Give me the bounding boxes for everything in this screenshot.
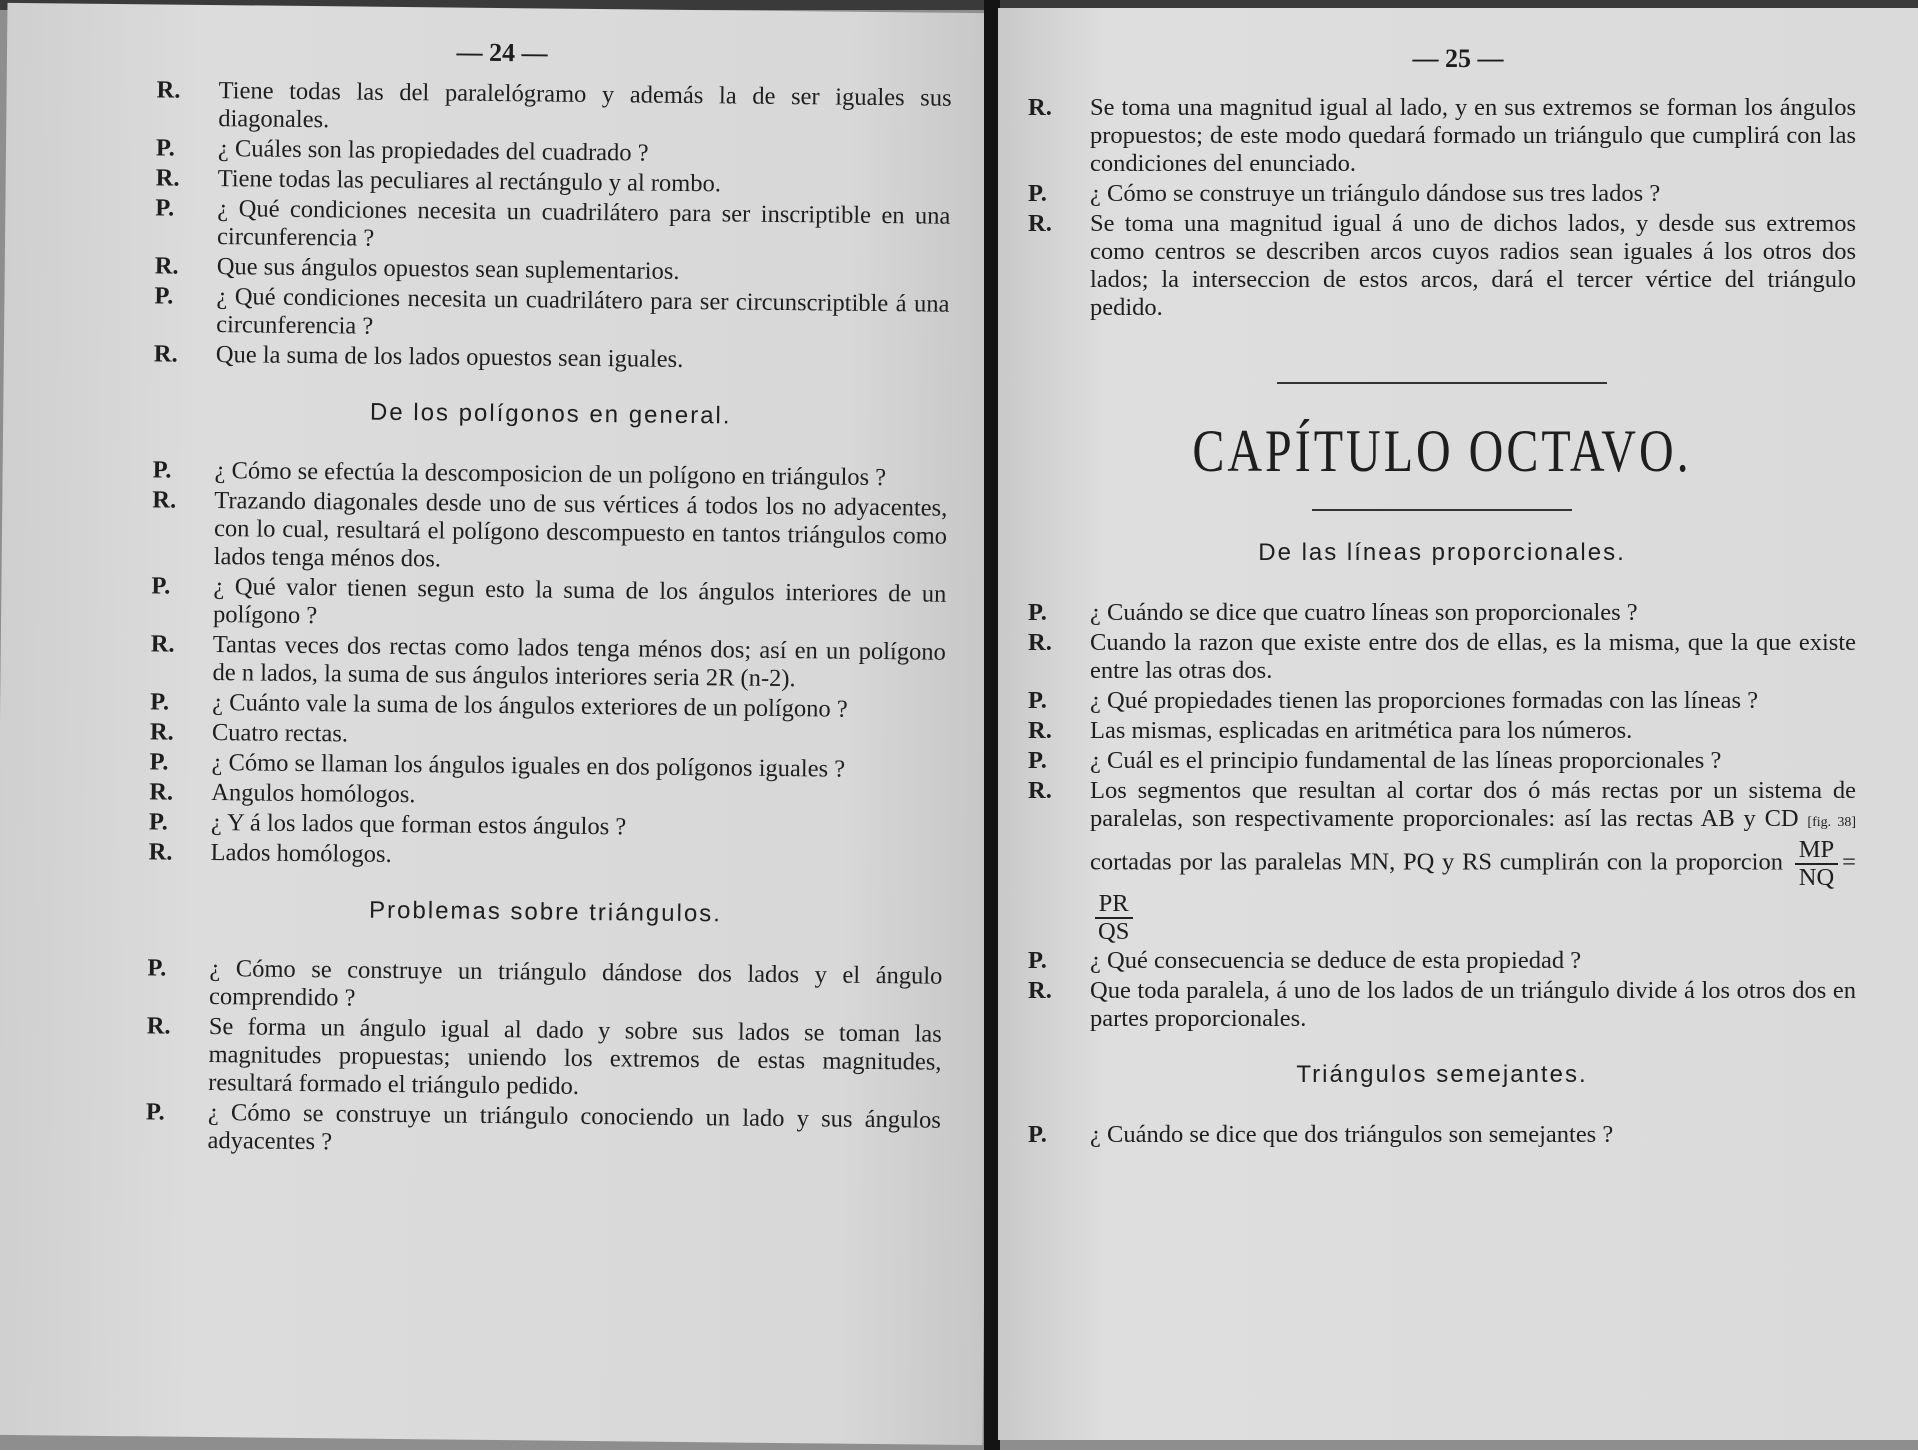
- qa-entry: [1028, 180, 1856, 208]
- qa-list: [1028, 94, 1856, 322]
- qa-list: [1028, 947, 1856, 1033]
- qa-entry: [148, 838, 943, 874]
- answer-tag: R.: [155, 164, 180, 192]
- answer-text-part: cortadas por las paralelas MN, PQ y RS cumplirán con la proporcion: [1090, 848, 1783, 876]
- question-tag: P.: [1028, 687, 1047, 714]
- answer-text: Tiene todas las peculiares al rectángulo y al rombo.: [217, 165, 722, 198]
- answer-tag: R.: [153, 340, 178, 368]
- question-text: ¿ Qué valor tienen segun esto la suma de los ángulos interiores de un polígono ?: [212, 573, 947, 630]
- qa-entry: [151, 572, 947, 636]
- qa-list: [154, 76, 952, 376]
- qa-entry: [152, 486, 948, 578]
- question-text: ¿ Qué condiciones necesita un cuadrilátero para ser inscriptible en una circunferencia ?: [216, 195, 951, 252]
- answer-tag: R.: [1028, 629, 1052, 656]
- qa-list: [1028, 599, 1856, 775]
- question-tag: P.: [154, 282, 174, 310]
- qa-entry: [154, 282, 950, 346]
- answer-tag: R.: [1028, 777, 1052, 804]
- qa-entry: [1028, 687, 1856, 715]
- answer-tag: R.: [156, 76, 181, 104]
- answer-tag: R.: [149, 718, 174, 746]
- qa-entry: [154, 340, 949, 376]
- question-text: ¿ Qué consecuencia se deduce de esta propiedad ?: [1090, 947, 1582, 974]
- fraction-pr-qs: [1094, 891, 1133, 945]
- answer-tag: R.: [148, 838, 173, 866]
- qa-entry: [1028, 629, 1856, 685]
- answer-text: Que sus ángulos opuestos sean suplementarios.: [216, 253, 680, 285]
- question-tag: P.: [151, 572, 171, 600]
- figure-reference: [fig. 38]: [1807, 815, 1856, 830]
- answer-text: Cuando la razon que existe entre dos de ellas, es la misma, que la que existe entre las otras dos.: [1090, 629, 1856, 684]
- page-number: — 24 —: [456, 37, 548, 68]
- qa-entry: [1028, 777, 1856, 945]
- answer-text-part: Los segmentos que resultan al cortar dos ó más rectas por un sistema de paralelas, son respectivamente proporcionales: así las rectas AB y CD: [1090, 777, 1856, 832]
- answer-text: Que toda paralela, á uno de los lados de un triángulo divide á los otros dos en partes proporcionales.: [1090, 977, 1856, 1032]
- answer-text: [1090, 777, 1856, 945]
- question-text: ¿ Cuál es el principio fundamental de las líneas proporcionales ?: [1090, 747, 1722, 774]
- answer-text: Lados homólogos.: [210, 839, 392, 868]
- answer-text: Se toma una magnitud igual á uno de dichos lados, y desde sus extremos como centros se describen arcos cuyos radios sean iguales á los otros dos lados; la interseccion de estos arcos, dará el tercer vértice del triángulo pedido.: [1090, 210, 1856, 321]
- divider-rule: [1277, 382, 1607, 384]
- answer-text: Se forma un ángulo igual al dado y sobre sus lados se toman las magnitudes propuestas; uniendo los extremos de estas magnitudes, resultará formado el triángulo pedido.: [208, 1013, 942, 1100]
- answer-tag: R.: [1028, 977, 1052, 1004]
- answer-text: Angulos homólogos.: [211, 779, 416, 809]
- question-text: ¿ Y á los lados que forman estos ángulos ?: [210, 809, 627, 841]
- fraction-numerator: PR: [1095, 891, 1133, 919]
- answer-text: Cuatro rectas.: [211, 719, 349, 748]
- question-text: ¿ Cuándo se dice que cuatro líneas son proporcionales ?: [1090, 599, 1638, 626]
- question-tag: P.: [155, 194, 175, 222]
- question-text: ¿ Cuándo se dice que dos triángulos son semejantes ?: [1090, 1121, 1614, 1148]
- qa-entry: [1028, 747, 1856, 775]
- section-heading: De los polígonos en general.: [369, 398, 732, 430]
- question-text: ¿ Cómo se construye un triángulo conociendo un lado y sus ángulos adyacentes ?: [207, 1099, 942, 1156]
- answer-text: Las mismas, esplicadas en aritmética para los números.: [1090, 717, 1633, 744]
- page-number: — 25 —: [1412, 44, 1504, 73]
- question-tag: P.: [152, 456, 172, 484]
- question-tag: P.: [147, 954, 167, 982]
- answer-text: Tantas veces dos rectas como lados tenga ménos dos; así en un polígono de n lados, la suma de sus ángulos interiores seria 2R (n-2).: [212, 631, 946, 693]
- answer-tag: R.: [152, 486, 177, 514]
- answer-tag: R.: [150, 630, 175, 658]
- question-tag: P.: [1028, 599, 1047, 626]
- question-tag: P.: [149, 748, 169, 776]
- question-tag: P.: [1028, 180, 1047, 207]
- qa-entry: [146, 1012, 942, 1104]
- answer-tag: R.: [1028, 717, 1052, 744]
- question-text: ¿ Cuáles son las propiedades del cuadrado ?: [217, 135, 649, 167]
- answer-tag: R.: [154, 252, 179, 280]
- question-tag: P.: [1028, 747, 1047, 774]
- qa-entry: [150, 630, 946, 694]
- question-text: ¿ Cómo se construye un triángulo dándose dos lados y el ángulo comprendido ?: [208, 955, 943, 1012]
- section-heading: Problemas sobre triángulos.: [368, 896, 723, 928]
- qa-entry: [1028, 1121, 1856, 1149]
- qa-entry: [1028, 599, 1856, 627]
- section-heading: De las líneas proporcionales.: [1258, 539, 1626, 566]
- qa-entry: [145, 1098, 941, 1162]
- answer-text: Se toma una magnitud igual al lado, y en sus extremos se forman los ángulos propuestos; de este modo quedará formado un triángulo que cumplirá con las condiciones del enunciado.: [1090, 94, 1856, 177]
- question-text: ¿ Cuánto vale la suma de los ángulos exteriores de un polígono ?: [212, 689, 848, 723]
- question-text: ¿ Qué condiciones necesita un cuadrilátero para ser circunscriptible á una circunferencia ?: [216, 283, 950, 340]
- fraction-denominator: NQ: [1798, 864, 1835, 891]
- answer-text: Que la suma de los lados opuestos sean iguales.: [215, 341, 684, 373]
- fraction-numerator: MP: [1795, 837, 1838, 865]
- answer-tag: R.: [1028, 210, 1052, 237]
- left-page: [0, 3, 997, 1445]
- section-heading: Triángulos semejantes.: [1296, 1061, 1588, 1088]
- question-tag: P.: [155, 134, 175, 162]
- answer-tag: R.: [149, 778, 174, 806]
- qa-entry: [1028, 717, 1856, 745]
- question-text: ¿ Cómo se llaman los ángulos iguales en dos polígonos iguales ?: [211, 749, 846, 783]
- question-tag: P.: [145, 1098, 165, 1126]
- answer-text: Trazando diagonales desde uno de sus vértices á todos los no adyacentes, con lo cual, resultará el polígono descompuesto en tantos triángulos como lados tenga ménos dos.: [213, 487, 948, 573]
- answer-text: Tiene todas las del paralelógramo y además la de ser iguales sus diagonales.: [218, 77, 952, 134]
- fraction-mp-nq: [1795, 837, 1838, 891]
- qa-entry: [1028, 977, 1856, 1033]
- right-content: [998, 94, 1918, 1151]
- qa-entry: [155, 194, 951, 258]
- qa-list: [145, 954, 942, 1162]
- qa-entry: [156, 76, 952, 140]
- question-text: ¿ Cómo se construye un triángulo dándose sus tres lados ?: [1090, 180, 1661, 207]
- divider-rule: [1312, 509, 1572, 511]
- qa-entry: [1028, 210, 1856, 322]
- left-content: [0, 75, 997, 1165]
- question-text: ¿ Qué propiedades tienen las proporciones formadas con las líneas ?: [1090, 687, 1759, 714]
- qa-entry: [1028, 947, 1856, 975]
- fraction-denominator: QS: [1098, 918, 1130, 945]
- question-tag: P.: [148, 808, 168, 836]
- answer-tag: R.: [1028, 94, 1052, 121]
- answer-tag: R.: [146, 1012, 171, 1040]
- question-text: ¿ Cómo se efectúa la descomposicion de un polígono en triángulos ?: [214, 457, 887, 492]
- qa-entry: [1028, 94, 1856, 178]
- qa-list: [1028, 1121, 1856, 1149]
- qa-entry: [147, 954, 943, 1018]
- chapter-title: CAPÍTULO OCTAVO.: [1192, 418, 1692, 485]
- question-tag: P.: [1028, 1121, 1047, 1148]
- question-tag: P.: [1028, 947, 1047, 974]
- question-tag: P.: [150, 688, 170, 716]
- right-page: [998, 8, 1918, 1440]
- qa-list: [148, 456, 947, 874]
- equals-sign: =: [1842, 848, 1856, 876]
